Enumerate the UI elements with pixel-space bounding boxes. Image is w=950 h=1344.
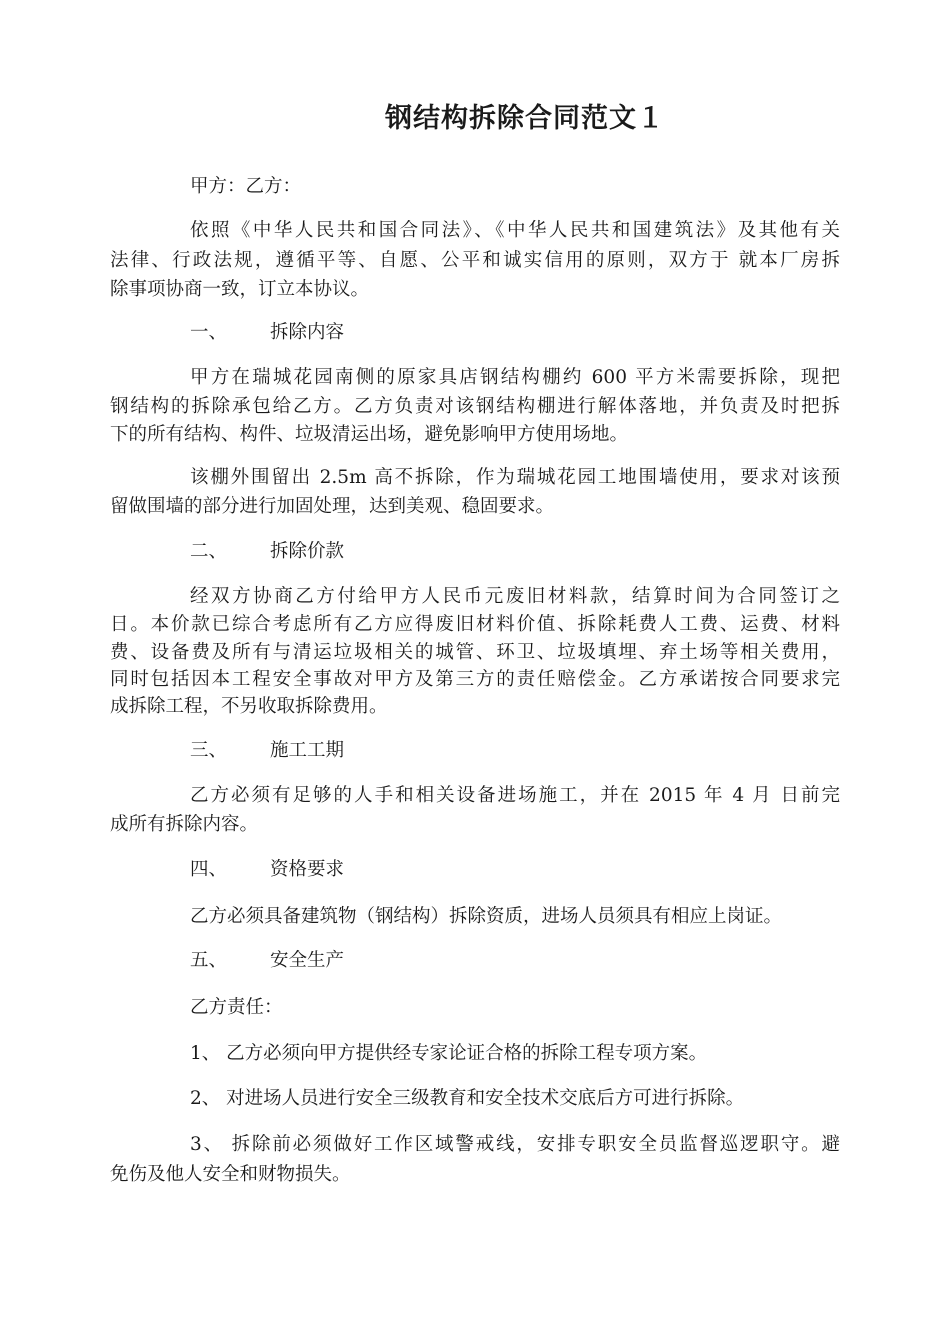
para5-line-1: 乙方必须具备建筑物（钢结构）拆除资质，进场人员须具有相应上岗证。: [190, 906, 783, 927]
list-item-3-line-2: 免伤及他人安全和财物损失。: [110, 1164, 351, 1185]
section-heading-5: [190, 946, 344, 972]
section-number: 一、: [190, 322, 228, 343]
para1-line-2: 钢结构的拆除承包给乙方。乙方负责对该钢结构棚进行解体落地，并负责及时把拆: [110, 396, 840, 417]
section-title: 施工工期: [270, 740, 345, 761]
list-item-3-line-1: 3、 拆除前必须做好工作区域警戒线，安排专职安全员监督巡逻职守。避: [190, 1134, 840, 1155]
section-heading-2: [190, 537, 344, 563]
para1-line-3: 下的所有结构、构件、垃圾清运出场，避免影响甲方使用场地。: [110, 424, 629, 445]
intro-line-1: 依照《中华人民共和国合同法》、《中华人民共和国建筑法》及其他有关: [190, 220, 840, 241]
para3-line-4: 同时包括因本工程安全事故对甲方及第三方的责任赔偿金。乙方承诺按合同要求完: [110, 669, 840, 690]
para4-line-1: 乙方必须有足够的人手和相关设备进场施工，并在 2015 年 4 月 日前完: [190, 785, 840, 806]
list-item-2: 2、 对进场人员进行安全三级教育和安全技术交底后方可进行拆除。: [190, 1088, 745, 1109]
section-number: 五、: [190, 950, 228, 971]
para3-line-5: 成拆除工程，不另收取拆除费用。: [110, 696, 388, 717]
section-title: 拆除内容: [270, 322, 345, 343]
section-number: 三、: [190, 740, 228, 761]
document-title: 钢结构拆除合同范文１: [385, 103, 665, 134]
para3-line-3: 费、设备费及所有与清运垃圾相关的城管、环卫、垃圾填埋、弃土场等相关费用，: [110, 642, 840, 663]
para2-line-1: 该棚外围留出 2.5m 高不拆除，作为瑞城花园工地围墙使用，要求对该预: [190, 467, 840, 488]
para1-line-1: 甲方在瑞城花园南侧的原家具店钢结构棚约 600 平方米需要拆除，现把: [190, 367, 840, 388]
section-heading-1: [190, 318, 344, 344]
para4-line-2: 成所有拆除内容。: [110, 814, 259, 835]
section-title: 拆除价款: [270, 541, 345, 562]
section-heading-3: [190, 736, 344, 762]
para3-line-2: 日。本价款已综合考虑所有乙方应得废旧材料价值、拆除耗费人工费、运费、材料: [110, 614, 840, 635]
section-number: 四、: [190, 859, 228, 880]
para3-line-1: 经双方协商乙方付给甲方人民币元废旧材料款，结算时间为合同签订之: [190, 586, 840, 607]
para2-line-2: 留做围墙的部分进行加固处理，达到美观、稳固要求。: [110, 496, 555, 517]
intro-line-3: 除事项协商一致，订立本协议。: [110, 279, 370, 300]
intro-line-2: 法律、行政法规，遵循平等、自愿、公平和诚实信用的原则，双方于 就本厂房拆: [110, 250, 840, 271]
section-heading-4: [190, 855, 344, 881]
parties-line: 甲方：乙方：: [190, 176, 302, 197]
list-item-1: 1、 乙方必须向甲方提供经专家论证合格的拆除工程专项方案。: [190, 1043, 708, 1064]
section-title: 资格要求: [270, 859, 345, 880]
section-number: 二、: [190, 541, 228, 562]
para6-line-1: 乙方责任：: [190, 997, 283, 1018]
section-title: 安全生产: [270, 950, 345, 971]
